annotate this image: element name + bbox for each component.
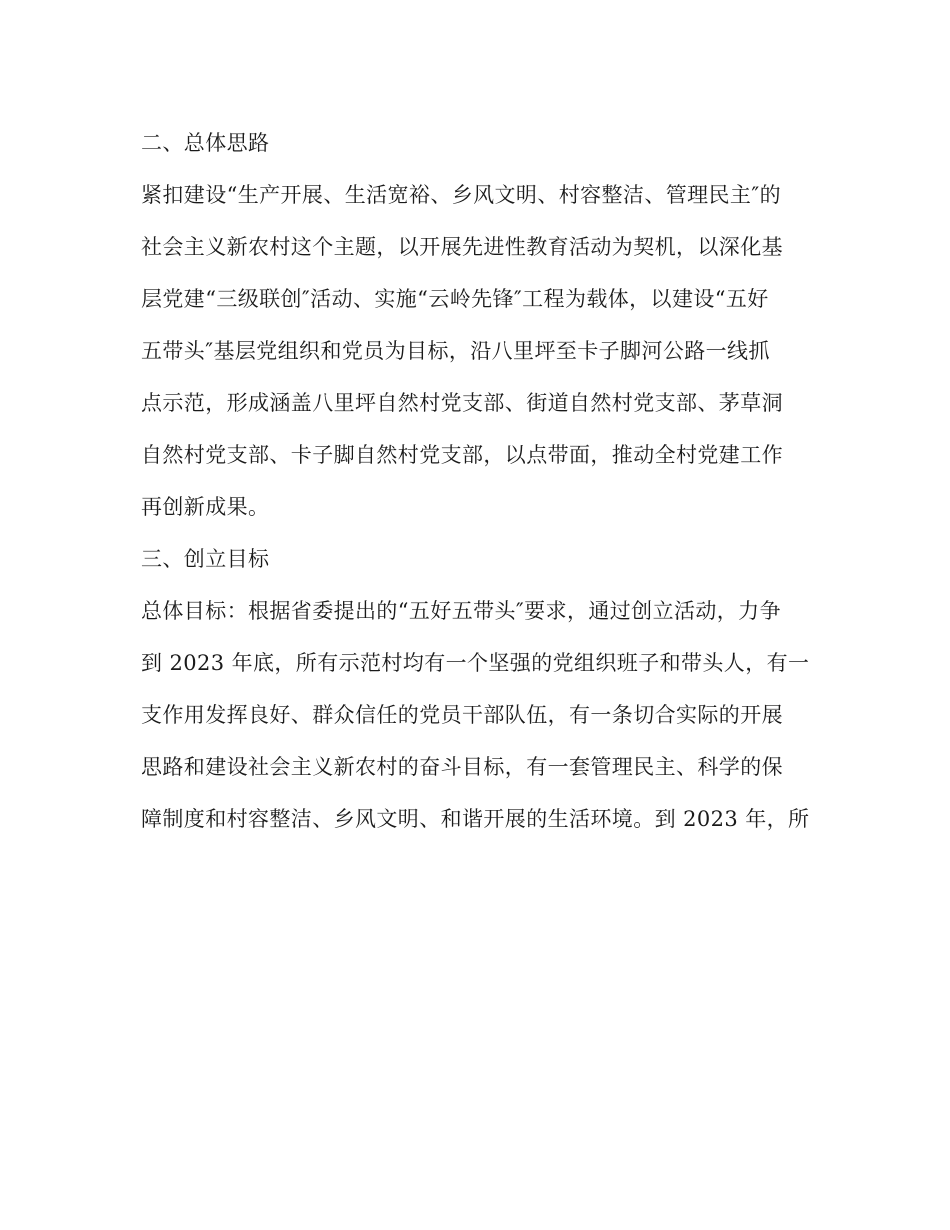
paragraph-line: 到 2023 年底，所有示范村均有一个坚强的党组织班子和带头人，有一 (141, 651, 810, 675)
section-heading-goals: 三、创立目标 (141, 547, 270, 571)
paragraph-line: 点示范，形成涵盖八里坪自然村党支部、街道自然村党支部、茅草洞 (141, 391, 783, 415)
paragraph-line: 紧扣建设“生产开展、生活宽裕、乡风文明、村容整洁、管理民主″的 (141, 183, 781, 207)
paragraph-line: 五带头″基层党组织和党员为目标，沿八里坪至卡子脚河公路一线抓 (141, 339, 770, 363)
paragraph-line: 再创新成果。 (141, 495, 270, 519)
paragraph-line: 思路和建设社会主义新农村的奋斗目标，有一套管理民主、科学的保 (141, 755, 783, 779)
paragraph-line: 障制度和村容整洁、乡风文明、和谐开展的生活环境。到 2023 年，所 (141, 807, 810, 831)
paragraph-line: 支作用发挥良好、群众信任的党员干部队伍，有一条切合实际的开展 (141, 703, 783, 727)
section-heading-overall-approach: 二、总体思路 (141, 131, 270, 155)
paragraph-line: 层党建“三级联创″活动、实施“云岭先锋″工程为载体，以建设“五好 (141, 287, 769, 311)
document-body (141, 123, 811, 851)
paragraph-line: 总体目标：根据省委提出的“五好五带头″要求，通过创立活动，力争 (141, 599, 781, 623)
paragraph-line: 社会主义新农村这个主题，以开展先进性教育活动为契机，以深化基 (141, 235, 783, 259)
paragraph-line: 自然村党支部、卡子脚自然村党支部，以点带面，推动全村党建工作 (141, 443, 783, 467)
